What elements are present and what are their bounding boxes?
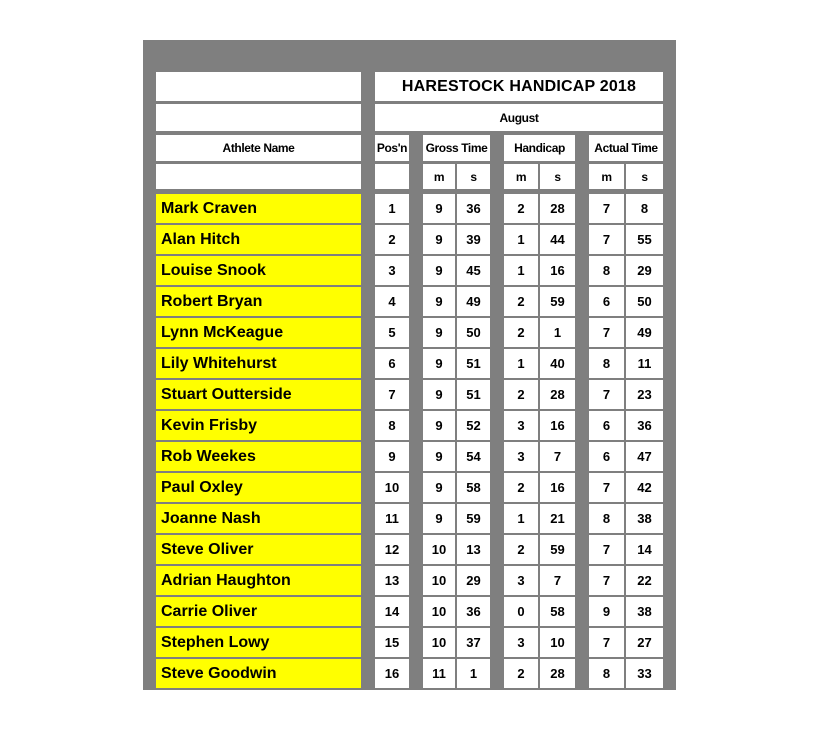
position-cell: 8 (375, 411, 409, 440)
handicap-seconds-cell: 16 (540, 411, 575, 440)
athlete-name-cell: Stephen Lowy (156, 628, 361, 657)
actual-seconds-cell: 11 (626, 349, 663, 378)
position-cell: 11 (375, 504, 409, 533)
athlete-name-cell: Lynn McKeague (156, 318, 361, 347)
actual-minutes-cell: 7 (589, 225, 624, 254)
position-cell: 10 (375, 473, 409, 502)
unit-label-minutes: m (589, 164, 624, 189)
gross-seconds-cell: 51 (457, 380, 490, 409)
gross-seconds-cell: 59 (457, 504, 490, 533)
handicap-seconds-cell: 7 (540, 442, 575, 471)
gross-minutes-cell: 10 (423, 535, 455, 564)
gross-minutes-cell: 9 (423, 318, 455, 347)
gross-minutes-cell: 9 (423, 411, 455, 440)
handicap-seconds-cell: 28 (540, 194, 575, 223)
gross-seconds-cell: 51 (457, 349, 490, 378)
handicap-seconds-cell: 7 (540, 566, 575, 595)
position-cell: 2 (375, 225, 409, 254)
position-cell: 12 (375, 535, 409, 564)
gross-minutes-cell: 9 (423, 504, 455, 533)
gross-seconds-cell: 39 (457, 225, 490, 254)
actual-minutes-cell: 7 (589, 628, 624, 657)
gross-seconds-cell: 54 (457, 442, 490, 471)
handicap-minutes-cell: 1 (504, 504, 538, 533)
gross-minutes-cell: 11 (423, 659, 455, 688)
athlete-name-cell: Steve Oliver (156, 535, 361, 564)
unit-label-seconds: s (626, 164, 663, 189)
handicap-seconds-cell: 21 (540, 504, 575, 533)
position-cell: 3 (375, 256, 409, 285)
actual-minutes-cell: 6 (589, 411, 624, 440)
sheet-title: HARESTOCK HANDICAP 2018 (375, 72, 663, 101)
athlete-name-cell: Kevin Frisby (156, 411, 361, 440)
handicap-seconds-cell: 59 (540, 535, 575, 564)
month-label: August (375, 104, 663, 131)
handicap-seconds-cell: 58 (540, 597, 575, 626)
actual-seconds-cell: 38 (626, 597, 663, 626)
position-cell: 1 (375, 194, 409, 223)
handicap-seconds-cell: 16 (540, 256, 575, 285)
athlete-name-header: Athlete Name (156, 135, 361, 161)
actual-minutes-cell: 8 (589, 504, 624, 533)
actual-seconds-cell: 23 (626, 380, 663, 409)
position-cell: 9 (375, 442, 409, 471)
actual-minutes-cell: 8 (589, 256, 624, 285)
gross-seconds-cell: 36 (457, 597, 490, 626)
handicap-seconds-cell: 10 (540, 628, 575, 657)
actual-minutes-cell: 7 (589, 566, 624, 595)
blank-cell (156, 164, 361, 189)
position-cell: 7 (375, 380, 409, 409)
actual-minutes-cell: 9 (589, 597, 624, 626)
position-header: Pos'n (375, 135, 409, 161)
actual-minutes-cell: 7 (589, 380, 624, 409)
handicap-seconds-cell: 44 (540, 225, 575, 254)
athlete-name-cell: Lily Whitehurst (156, 349, 361, 378)
athlete-name-cell: Alan Hitch (156, 225, 361, 254)
handicap-minutes-cell: 2 (504, 473, 538, 502)
gross-minutes-cell: 9 (423, 473, 455, 502)
gross-seconds-cell: 36 (457, 194, 490, 223)
gross-seconds-cell: 29 (457, 566, 490, 595)
handicap-minutes-cell: 3 (504, 566, 538, 595)
unit-label-minutes: m (504, 164, 538, 189)
gross-seconds-cell: 58 (457, 473, 490, 502)
unit-label-seconds: s (457, 164, 490, 189)
handicap-minutes-cell: 2 (504, 659, 538, 688)
unit-label-minutes: m (423, 164, 455, 189)
actual-time-header: Actual Time (589, 135, 663, 161)
gross-seconds-cell: 52 (457, 411, 490, 440)
athlete-name-cell: Mark Craven (156, 194, 361, 223)
actual-minutes-cell: 7 (589, 318, 624, 347)
handicap-minutes-cell: 2 (504, 535, 538, 564)
actual-minutes-cell: 7 (589, 535, 624, 564)
position-cell: 15 (375, 628, 409, 657)
gross-minutes-cell: 10 (423, 566, 455, 595)
position-cell: 13 (375, 566, 409, 595)
position-cell: 5 (375, 318, 409, 347)
actual-minutes-cell: 6 (589, 287, 624, 316)
handicap-minutes-cell: 1 (504, 225, 538, 254)
actual-minutes-cell: 7 (589, 194, 624, 223)
position-cell: 4 (375, 287, 409, 316)
gross-time-header: Gross Time (423, 135, 490, 161)
athlete-name-cell: Rob Weekes (156, 442, 361, 471)
position-cell: 14 (375, 597, 409, 626)
athlete-name-cell: Steve Goodwin (156, 659, 361, 688)
actual-minutes-cell: 8 (589, 659, 624, 688)
actual-minutes-cell: 8 (589, 349, 624, 378)
position-cell: 16 (375, 659, 409, 688)
actual-seconds-cell: 38 (626, 504, 663, 533)
gross-seconds-cell: 45 (457, 256, 490, 285)
athlete-name-cell: Paul Oxley (156, 473, 361, 502)
actual-seconds-cell: 33 (626, 659, 663, 688)
blank-cell (156, 72, 361, 101)
gross-seconds-cell: 49 (457, 287, 490, 316)
handicap-seconds-cell: 28 (540, 380, 575, 409)
actual-seconds-cell: 42 (626, 473, 663, 502)
gross-minutes-cell: 9 (423, 194, 455, 223)
handicap-minutes-cell: 3 (504, 411, 538, 440)
actual-seconds-cell: 29 (626, 256, 663, 285)
gross-seconds-cell: 50 (457, 318, 490, 347)
handicap-minutes-cell: 2 (504, 318, 538, 347)
athlete-name-cell: Joanne Nash (156, 504, 361, 533)
gross-seconds-cell: 13 (457, 535, 490, 564)
handicap-seconds-cell: 16 (540, 473, 575, 502)
athlete-name-cell: Stuart Outterside (156, 380, 361, 409)
actual-seconds-cell: 36 (626, 411, 663, 440)
handicap-minutes-cell: 1 (504, 256, 538, 285)
handicap-header: Handicap (504, 135, 575, 161)
actual-seconds-cell: 22 (626, 566, 663, 595)
blank-cell (375, 164, 409, 189)
gross-seconds-cell: 37 (457, 628, 490, 657)
gross-seconds-cell: 1 (457, 659, 490, 688)
gross-minutes-cell: 10 (423, 628, 455, 657)
handicap-minutes-cell: 3 (504, 442, 538, 471)
athlete-name-cell: Carrie Oliver (156, 597, 361, 626)
gross-minutes-cell: 9 (423, 380, 455, 409)
gross-minutes-cell: 9 (423, 349, 455, 378)
blank-cell (156, 104, 361, 131)
handicap-minutes-cell: 2 (504, 380, 538, 409)
gross-minutes-cell: 9 (423, 442, 455, 471)
gross-minutes-cell: 10 (423, 597, 455, 626)
handicap-seconds-cell: 28 (540, 659, 575, 688)
athlete-name-cell: Louise Snook (156, 256, 361, 285)
actual-seconds-cell: 50 (626, 287, 663, 316)
actual-seconds-cell: 49 (626, 318, 663, 347)
handicap-seconds-cell: 59 (540, 287, 575, 316)
handicap-seconds-cell: 40 (540, 349, 575, 378)
athlete-name-cell: Robert Bryan (156, 287, 361, 316)
actual-minutes-cell: 7 (589, 473, 624, 502)
handicap-seconds-cell: 1 (540, 318, 575, 347)
unit-label-seconds: s (540, 164, 575, 189)
handicap-minutes-cell: 2 (504, 287, 538, 316)
handicap-minutes-cell: 1 (504, 349, 538, 378)
actual-minutes-cell: 6 (589, 442, 624, 471)
actual-seconds-cell: 47 (626, 442, 663, 471)
actual-seconds-cell: 27 (626, 628, 663, 657)
gross-minutes-cell: 9 (423, 287, 455, 316)
handicap-minutes-cell: 3 (504, 628, 538, 657)
handicap-minutes-cell: 0 (504, 597, 538, 626)
athlete-name-cell: Adrian Haughton (156, 566, 361, 595)
position-cell: 6 (375, 349, 409, 378)
gross-minutes-cell: 9 (423, 225, 455, 254)
handicap-minutes-cell: 2 (504, 194, 538, 223)
results-sheet (143, 40, 676, 690)
actual-seconds-cell: 8 (626, 194, 663, 223)
actual-seconds-cell: 55 (626, 225, 663, 254)
gross-minutes-cell: 9 (423, 256, 455, 285)
actual-seconds-cell: 14 (626, 535, 663, 564)
